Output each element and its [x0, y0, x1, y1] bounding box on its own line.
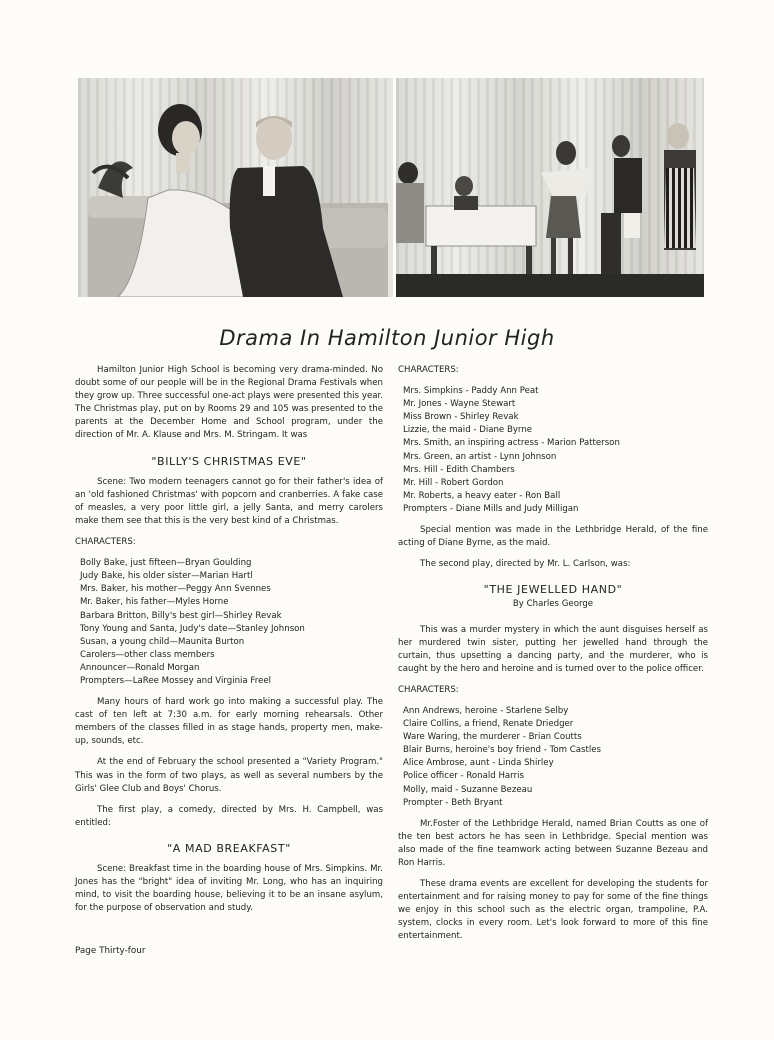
special-mention-paragraph: Special mention was made in the Lethbridge Herald, of the fine acting of Diane Byrne, as the maid.: [398, 525, 708, 549]
cast-item: Carolers—other class members: [80, 649, 215, 660]
cast-item: Judy Bake, his older sister—Marian Hartl: [80, 571, 253, 582]
cast-item: Lizzie, the maid - Diane Byrne: [403, 425, 533, 436]
cast-item: Mr. Hill - Robert Gordon: [403, 477, 504, 488]
intro-paragraph: Hamilton Junior High School is becoming very drama-minded. No doubt some of our people will be in the Regional Drama Festivals when they grow up. Three successful one-act plays were presented this year. The Christmas play, put on by Rooms 29 and 105 was presented to the parents at the December Home and School program, under the direction of Mr. A. Klause and Mrs. M. Stringam. It was: [75, 365, 383, 441]
cast-item: Prompter - Beth Bryant: [403, 797, 503, 808]
cast-item: Ware Waring, the murderer - Brian Coutts: [403, 732, 582, 743]
cast-item: Mrs. Hill - Edith Chambers: [403, 464, 515, 475]
cast-item: Mr. Roberts, a heavy eater - Ron Ball: [403, 490, 561, 501]
play1-scene: Scene: Two modern teenagers cannot go for their father's idea of an 'old fashioned Christmas' with popcorn and cranberries. A fake case of measles, a very poor little girl, a jelly Santa, and merry carolers make them see that this is the very best kind of a Christmas.: [75, 476, 383, 526]
left-column: [75, 364, 383, 923]
cast-item: Miss Brown - Shirley Revak: [403, 412, 519, 423]
cast-item: Molly, maid - Suzanne Bezeau: [403, 784, 533, 795]
play-title-billys-christmas-eve: "BILLY'S CHRISTMAS EVE": [151, 454, 307, 468]
foster-paragraph: Mr.Foster of the Lethbridge Herald, named Brian Coutts as one of the ten best actors he has seen in Lethbridge. Special mention was also made of the fine teamwork acting between Suzanne Bezeau and Ron Harris.: [398, 818, 708, 868]
second-play-paragraph: The second play, directed by Mr. L. Carlson, was:: [420, 559, 631, 570]
play-title-the-jewelled-hand: "THE JEWELLED HAND": [483, 583, 623, 597]
cast-item: Alice Ambrose, aunt - Linda Shirley: [403, 758, 554, 769]
characters-heading: CHARACTERS:: [398, 365, 459, 375]
cast-item: Mrs. Simpkins - Paddy Ann Peat: [403, 386, 539, 397]
rehearsal-paragraph: Many hours of hard work go into making a successful play. The cast of ten left at 7:30 a.m. for early morning rehearsals. Other members of the classes filled in as stage hands, property men, make-up, sounds, etc.: [75, 697, 383, 747]
variety-program-paragraph: At the end of February the school presented a "Variety Program." This was in the form of two plays, as well as several numbers by the Girls' Glee Club and Boys' Chorus.: [75, 757, 383, 794]
cast-item: Police officer - Ronald Harris: [403, 771, 524, 782]
photo-stage-illustration: [396, 78, 704, 297]
cast-item: Tony Young and Santa, Judy's date—Stanley Johnson: [80, 623, 305, 634]
cast-item: Mr. Jones - Wayne Stewart: [403, 399, 516, 410]
characters-heading: CHARACTERS:: [398, 684, 459, 695]
play3-byline: By Charles George: [512, 599, 594, 610]
cast-item: Mrs. Baker, his mother—Peggy Ann Svennes: [80, 584, 271, 595]
cast-item: Prompters - Diane Mills and Judy Milligan: [403, 503, 579, 514]
cast-item: Blair Burns, heroine's boy friend - Tom Castles: [403, 745, 601, 756]
first-play-paragraph: The first play, a comedy, directed by Mrs. H. Campbell, was entitled:: [75, 804, 383, 828]
page-title: Drama In Hamilton Junior High: [219, 326, 555, 350]
photo-couple-on-sofa: [78, 78, 393, 297]
cast-item: Ann Andrews, heroine - Starlene Selby: [403, 705, 569, 716]
cast-item: Bolly Bake, just fifteen—Bryan Goulding: [80, 558, 252, 569]
cast-item: Announcer—Ronald Morgan: [80, 662, 200, 673]
closing-paragraph: These drama events are excellent for developing the students for entertainment and for raising money to pay for some of the fine things we enjoy in this school such as the electric organ, trampoline, P.A. system, clocks in every room. Let's look forward to more of this fine entertainment.: [398, 879, 708, 942]
cast-item: Claire Collins, a friend, Renate Driedger: [403, 719, 574, 730]
cast-item: Susan, a young child—Maunita Burton: [80, 636, 245, 647]
page-number: Page Thirty-four: [75, 946, 146, 956]
cast-item: Barbara Britton, Billy's best girl—Shirley Revak: [80, 610, 282, 621]
play1-cast-list: [75, 557, 383, 688]
play2-scene: Scene: Breakfast time in the boarding house of Mrs. Simpkins. Mr. Jones has the "bright" idea of inviting Mr. Long, who has an inquiring mind, to visit the boarding house, believing it to be an insane asylum, for the purpose of observation and study.: [75, 864, 383, 914]
play3-summary: This was a murder mystery in which the aunt disguises herself as her murdered twin sister, putting her jewelled hand through the curtain, thus upsetting a dancing party, and the murderer, who is caught by the hero and heroine and is turned over to the police officer.: [398, 624, 708, 674]
play2-cast-list: [398, 385, 708, 516]
play-title-a-mad-breakfast: "A MAD BREAKFAST": [167, 841, 291, 855]
play3-cast-list: [398, 705, 708, 810]
cast-item: Mrs. Smith, an inspiring actress - Marion Patterson: [403, 438, 620, 449]
right-column: [398, 364, 708, 952]
photo-couple-illustration: [78, 78, 393, 297]
cast-item: Mr. Baker, his father—Myles Horne: [80, 597, 229, 608]
characters-heading: CHARACTERS:: [75, 537, 136, 548]
photo-stage-scene: [396, 78, 704, 297]
cast-item: Mrs. Green, an artist - Lynn Johnson: [403, 451, 557, 462]
cast-item: Prompters—LaRee Mossey and Virginia Freel: [80, 675, 272, 686]
